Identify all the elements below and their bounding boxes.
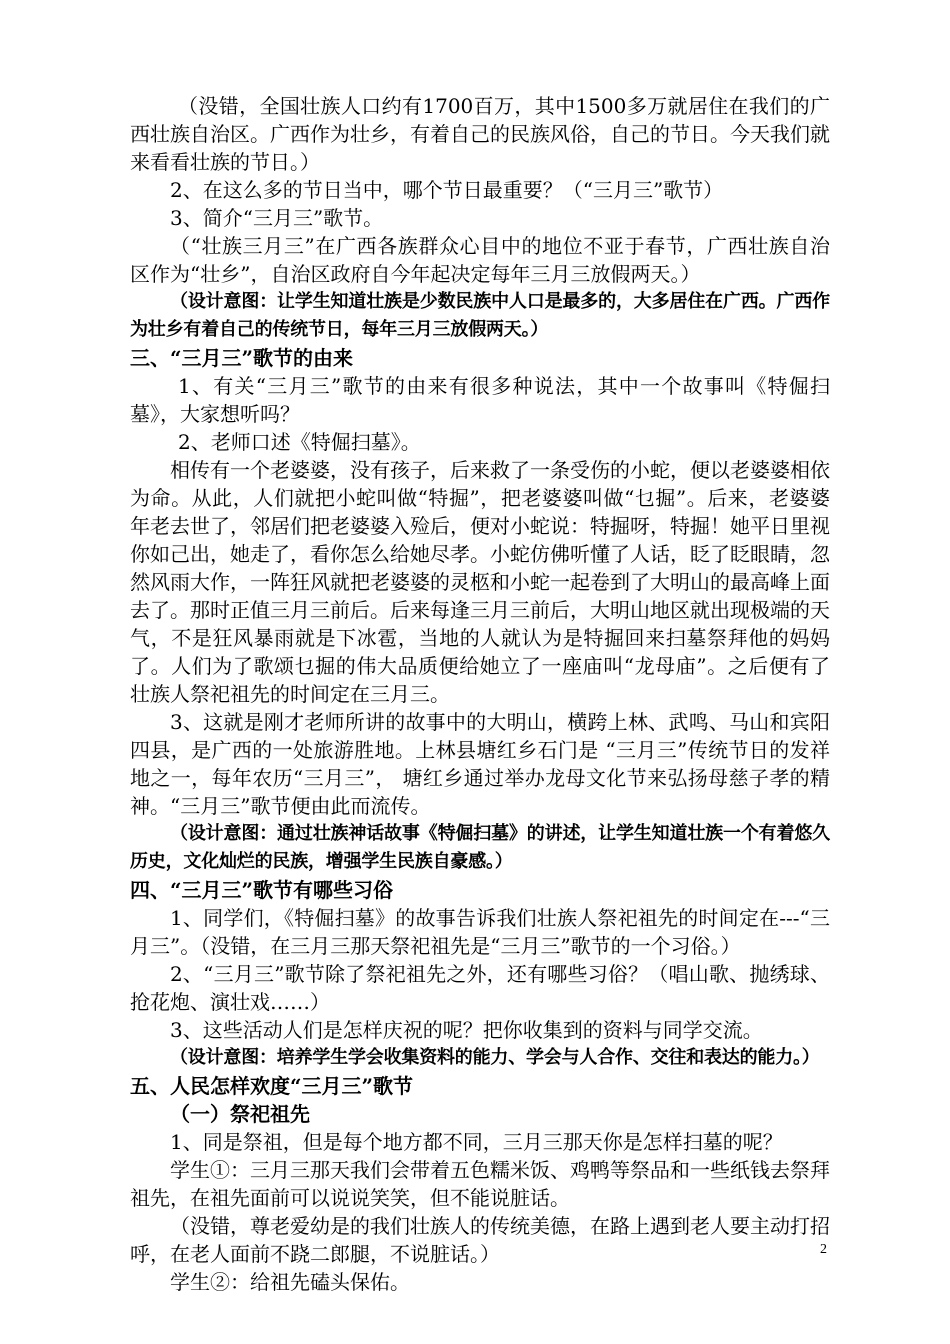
paragraph: 2、老师口述《特倔扫墓》。 bbox=[178, 430, 421, 454]
paragraph: （“壮族三月三”在广西各族群众心目中的地位不亚于春节，广西壮族自治区作为“壮乡”，自治区政府自今年起决定每年三月三放假两天。） bbox=[130, 234, 830, 286]
paragraph: 1、有关“三月三”歌节的由来有很多种说法，其中一个故事叫《特倔扫墓》，大家想听吗？ bbox=[130, 374, 830, 426]
paragraph: 1、同学们，《特倔扫墓》的故事告诉我们壮族人祭祀祖先的时间定在---“三月三”。（没错，在三月三那天祭祀祖先是“三月三”歌节的一个习俗。） bbox=[130, 906, 830, 958]
document-body bbox=[130, 92, 830, 1296]
paragraph: 2、“三月三”歌节除了祭祀祖先之外，还有哪些习俗？（唱山歌、抛绣球、抢花炮、演壮戏……） bbox=[130, 962, 830, 1014]
section-heading: 三、“三月三”歌节的由来 bbox=[130, 346, 354, 370]
section-heading: 四、“三月三”歌节有哪些习俗 bbox=[130, 878, 394, 902]
paragraph: （没错，全国壮族人口约有1700百万，其中1500多万就居住在我们的广西壮族自治区。广西作为壮乡，有着自己的民族风俗，自己的节日。今天我们就来看看壮族的节日。） bbox=[130, 94, 830, 174]
design-intent-note: （设计意图：培养学生学会收集资料的能力、学会与人合作、交往和表达的能力。） bbox=[170, 1047, 820, 1068]
subsection-heading: （一）祭祀祖先 bbox=[170, 1102, 310, 1126]
section-heading: 五、人民怎样欢度“三月三”歌节 bbox=[130, 1074, 414, 1098]
paragraph: 学生①：三月三那天我们会带着五色糯米饭、鸡鸭等祭品和一些纸钱去祭拜祖先，在祖先面前可以说说笑笑，但不能说脏话。 bbox=[130, 1158, 830, 1210]
paragraph: 学生②：给祖先磕头保佑。 bbox=[170, 1270, 410, 1294]
paragraph: 相传有一个老婆婆，没有孩子，后来救了一条受伤的小蛇，便以老婆婆相依为命。从此，人们就把小蛇叫做“特掘”，把老婆婆叫做“乜掘”。后来，老婆婆年老去世了，邻居们把老婆婆入殓后，便对小蛇说：特掘呀，特掘！她平日里视你如己出，她走了，看你怎么给她尽孝。小蛇仿佛听懂了人话，眨了眨眼睛，忽然风雨大作，一阵狂风就把老婆婆的灵柩和小蛇一起卷到了大明山的最高峰上面去了。那时正值三月三前后。后来每逢三月三前后，大明山地区就出现极端的天气，不是狂风暴雨就是下冰雹，当地的人就认为是特掘回来扫墓祭拜他的妈妈了。人们为了歌颂乜掘的伟大品质便给她立了一座庙叫“龙母庙”。之后便有了壮族人祭祀祖先的时间定在三月三。 bbox=[130, 458, 830, 706]
paragraph: 3、简介“三月三”歌节。 bbox=[170, 206, 384, 230]
design-intent-note: （设计意图：通过壮族神话故事《特倔扫墓》的讲述，让学生知道壮族一个有着悠久历史，文化灿烂的民族，增强学生民族自豪感。） bbox=[130, 823, 830, 872]
page-number: 2 bbox=[820, 1242, 827, 1257]
paragraph: 3、这就是刚才老师所讲的故事中的大明山，横跨上林、武鸣、马山和宾阳四县，是广西的一处旅游胜地。上林县塘红乡石门是 “三月三”传统节日的发祥地之一，每年农历“三月三”， 塘红乡通过举办龙母文化节来弘扬母慈子孝的精神。“三月三”歌节便由此而流传。 bbox=[130, 710, 830, 818]
design-intent-note: （设计意图：让学生知道壮族是少数民族中人口是最多的，大多居住在广西。广西作为壮乡有着自己的传统节日，每年三月三放假两天。） bbox=[130, 291, 830, 340]
paragraph: 2、在这么多的节日当中，哪个节日最重要？（“三月三”歌节） bbox=[170, 178, 724, 202]
paragraph: 3、这些活动人们是怎样庆祝的呢？把你收集到的资料与同学交流。 bbox=[170, 1018, 763, 1042]
paragraph: 1、同是祭祖，但是每个地方都不同，三月三那天你是怎样扫墓的呢？ bbox=[170, 1130, 783, 1154]
paragraph: （没错，尊老爱幼是的我们壮族人的传统美德，在路上遇到老人要主动打招呼，在老人面前不跷二郎腿，不说脏话。） bbox=[130, 1214, 830, 1266]
